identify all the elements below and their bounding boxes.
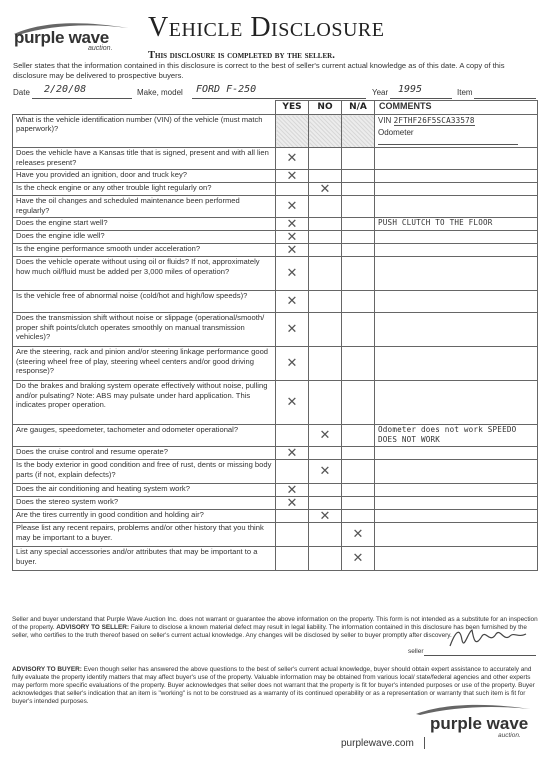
table-row (13, 115, 538, 148)
comment-cell[interactable] (375, 115, 538, 148)
comment-cell[interactable] (375, 497, 538, 510)
make-value: FORD F-250 (196, 84, 257, 95)
checkbox-yes[interactable] (276, 115, 309, 148)
question-text: Please list any recent repairs, problems and/or other history that you think may be important to a buyer. (13, 523, 276, 547)
checkbox-yes[interactable] (276, 257, 309, 291)
checkbox-no[interactable] (309, 347, 342, 381)
checkbox-na[interactable] (342, 170, 375, 183)
table-row (13, 148, 538, 170)
checkbox-no[interactable] (309, 523, 342, 547)
check-mark-icon: ✕ (286, 242, 298, 258)
page-subtitle: This disclosure is completed by the seller. (148, 50, 335, 61)
checkbox-na[interactable] (342, 231, 375, 244)
question-text: Are the steering, rack and pinion and/or steering linkage performance good (steering wheel free of play, steering wheel centers and/or good driving response)? (13, 347, 276, 381)
check-mark-icon: ✕ (319, 428, 331, 444)
checkbox-no[interactable] (309, 460, 342, 484)
checkbox-na[interactable] (342, 347, 375, 381)
checkbox-na[interactable] (342, 381, 375, 425)
table-row (13, 484, 538, 497)
checkbox-yes[interactable] (276, 183, 309, 196)
checkbox-na[interactable] (342, 313, 375, 347)
check-mark-icon: ✕ (286, 445, 298, 461)
question-text: Does the transmission shift without noise or slippage (operational/smooth/ proper shift points/clutch operates smoothly on manual transmission vehicles)? (13, 313, 276, 347)
comment-cell[interactable] (375, 313, 538, 347)
table-row (13, 347, 538, 381)
footer-divider (424, 737, 425, 749)
checkbox-na[interactable] (342, 148, 375, 170)
header-comments: COMMENTS (375, 101, 538, 115)
comment-cell[interactable] (375, 291, 538, 313)
seller-advisory-heading: ADVISORY TO SELLER: (56, 624, 129, 631)
vin-value: 2FTHF26F5SCA33578 (393, 116, 475, 125)
seller-advisory-text-2: Failure to disclose a known material defect may result in legal liability. The information contained in this disclosure has been furnished by the seller, who certifies to the truth thereof based on seller's current actual knowledge. Any changes will be disclosed by seller to buyer promptly after discovery. (12, 624, 527, 639)
checkbox-no[interactable] (309, 510, 342, 523)
page-title: Vehicle Disclosure (148, 12, 385, 43)
table-row (13, 381, 538, 425)
table-row (13, 244, 538, 257)
check-mark-icon: ✕ (286, 356, 298, 372)
check-mark-icon: ✕ (286, 151, 298, 167)
check-mark-icon: ✕ (286, 294, 298, 310)
table-row (13, 460, 538, 484)
checkbox-yes[interactable] (276, 347, 309, 381)
checkbox-na[interactable] (342, 425, 375, 447)
checkbox-yes[interactable] (276, 196, 309, 218)
comment-cell[interactable] (375, 196, 538, 218)
comment-cell[interactable] (375, 170, 538, 183)
checkbox-na[interactable] (342, 218, 375, 231)
seller-advisory-text-1: Seller and buyer understand that Purple Wave Auction Inc. does not warrant or guarantee the above information on the property. This form is not intended as a substitute for an inspection of the property. (12, 616, 538, 631)
checkbox-no[interactable] (309, 484, 342, 497)
checkbox-na[interactable] (342, 460, 375, 484)
checkbox-no[interactable] (309, 381, 342, 425)
comment-cell[interactable] (375, 381, 538, 425)
footer-logo-text: purple wave (430, 714, 529, 733)
check-mark-icon: ✕ (286, 168, 298, 184)
odometer-field[interactable] (378, 144, 518, 145)
question-text: Are the tires currently in good condition and holding air? (13, 510, 276, 523)
checkbox-no[interactable] (309, 183, 342, 196)
checkbox-no[interactable] (309, 447, 342, 460)
question-text: Do the brakes and braking system operate effectively without noise, pulling and/or pulsating? Note: ABS may pulsate under hard application. This indicates proper operation. (13, 381, 276, 425)
seller-signature-icon (446, 626, 530, 652)
comment-cell[interactable] (375, 231, 538, 244)
date-label: Date (13, 88, 30, 97)
checkbox-no[interactable] (309, 257, 342, 291)
comment-cell[interactable] (375, 484, 538, 497)
table-row (13, 313, 538, 347)
comment-cell[interactable] (375, 257, 538, 291)
table-row (13, 425, 538, 447)
checkbox-na[interactable] (342, 291, 375, 313)
comment-cell[interactable] (375, 523, 538, 547)
website-link[interactable]: purplewave.com (341, 738, 414, 749)
question-text: Does the vehicle have a Kansas title that is signed, present and with all lien releases present? (13, 148, 276, 170)
comment-cell[interactable] (375, 218, 538, 231)
comment-cell[interactable] (375, 510, 538, 523)
checkbox-yes[interactable] (276, 547, 309, 571)
comment-cell[interactable] (375, 148, 538, 170)
table-row (13, 523, 538, 547)
check-mark-icon: ✕ (319, 464, 331, 480)
checkbox-na[interactable] (342, 497, 375, 510)
check-mark-icon: ✕ (319, 181, 331, 197)
checkbox-yes[interactable] (276, 244, 309, 257)
footer-logo-subtext: auction. (498, 732, 521, 739)
checkbox-no[interactable] (309, 115, 342, 148)
table-row (13, 183, 538, 196)
question-text: Is the check engine or any other trouble light regularly on? (13, 183, 276, 196)
question-text: Does the engine start well? (13, 218, 276, 231)
checkbox-na[interactable] (342, 510, 375, 523)
check-mark-icon: ✕ (286, 266, 298, 282)
table-row (13, 447, 538, 460)
table-row (13, 257, 538, 291)
logo-text: purple wave (14, 28, 109, 47)
question-text: Have you provided an ignition, door and truck key? (13, 170, 276, 183)
checkbox-na[interactable] (342, 447, 375, 460)
check-mark-icon: ✕ (352, 527, 364, 543)
checkbox-na[interactable] (342, 547, 375, 571)
comment-cell[interactable] (375, 347, 538, 381)
make-label: Make, model (137, 88, 183, 97)
question-text: Does the air conditioning and heating system work? (13, 484, 276, 497)
header-na: N/A (342, 101, 375, 115)
checkbox-na[interactable] (342, 244, 375, 257)
check-mark-icon: ✕ (286, 199, 298, 215)
question-text: Is the vehicle free of abnormal noise (cold/hot and high/low speeds)? (13, 291, 276, 313)
buyer-advisory-text: Even though seller has answered the above questions to the best of seller's current actual knowledge, buyer should obtain expert assistance to accurately and fully evaluate the property identify matters that may affect buyer's use of the property. Valuable information may be obtained from various local/ state/federal agencies and other experts may perform more specific evaluations of the property. Buyer acknowledges that seller does not warrant that the property is fit for buyer's intended purposes or use of the property. Buyer acknowledges that seller's indication that an item is "working" is not to be construed as a warranty of its continued operability or as a representation or warranty that such item is fit for buyer's intended purposes. (12, 666, 535, 705)
comment-cell[interactable] (375, 183, 538, 196)
checkbox-no[interactable] (309, 148, 342, 170)
question-text: Does the stereo system work? (13, 497, 276, 510)
comment-text: PUSH CLUTCH TO THE FLOOR (378, 218, 493, 228)
question-text: List any special accessories and/or attributes that may be important to a buyer. (13, 547, 276, 571)
item-label: Item (457, 88, 473, 97)
buyer-advisory (12, 666, 538, 706)
check-mark-icon: ✕ (286, 482, 298, 498)
checkbox-no[interactable] (309, 244, 342, 257)
checkbox-no[interactable] (309, 313, 342, 347)
comment-text: Odometer does not work SPEEDO DOES NOT WORK (378, 425, 517, 444)
table-row (13, 547, 538, 571)
question-text: Is the body exterior in good condition and free of rust, dents or missing body parts (if not, explain defects)? (13, 460, 276, 484)
checkbox-no[interactable] (309, 218, 342, 231)
table-row (13, 170, 538, 183)
logo-subtext: auction. (88, 45, 113, 52)
question-text: Does the cruise control and resume operate? (13, 447, 276, 460)
checkbox-no[interactable] (309, 231, 342, 244)
comment-cell[interactable] (375, 460, 538, 484)
table-header-row (13, 101, 538, 115)
checkbox-yes[interactable] (276, 148, 309, 170)
table-row (13, 291, 538, 313)
table-row (13, 497, 538, 510)
table-row (13, 231, 538, 244)
disclosure-table (12, 100, 538, 571)
checkbox-no[interactable] (309, 291, 342, 313)
year-label: Year (372, 88, 389, 97)
checkbox-yes[interactable] (276, 313, 309, 347)
check-mark-icon: ✕ (286, 322, 298, 338)
checkbox-no[interactable] (309, 547, 342, 571)
checkbox-no[interactable] (309, 425, 342, 447)
comment-cell[interactable] (375, 425, 538, 447)
checkbox-yes[interactable] (276, 497, 309, 510)
question-text: Have the oil changes and scheduled maintenance been performed regularly? (13, 196, 276, 218)
buyer-advisory-heading: ADVISORY TO BUYER: (12, 666, 82, 673)
checkbox-yes[interactable] (276, 381, 309, 425)
comment-cell[interactable] (375, 447, 538, 460)
vin-label: VIN (378, 116, 392, 125)
header-yes: YES (276, 101, 309, 115)
question-text: What is the vehicle identification number (VIN) of the vehicle (must match paperwork)? (13, 115, 276, 148)
table-row (13, 510, 538, 523)
check-mark-icon: ✕ (286, 216, 298, 232)
date-value: 2/20/08 (44, 84, 87, 95)
year-value: 1995 (398, 84, 423, 95)
checkbox-yes[interactable] (276, 460, 309, 484)
checkbox-na[interactable] (342, 196, 375, 218)
checkbox-yes[interactable] (276, 510, 309, 523)
check-mark-icon: ✕ (286, 229, 298, 245)
table-row (13, 218, 538, 231)
comment-cell[interactable] (375, 244, 538, 257)
checkbox-yes[interactable] (276, 447, 309, 460)
check-mark-icon: ✕ (352, 551, 364, 567)
checkbox-yes[interactable] (276, 523, 309, 547)
intro-text: Seller states that the information contained in this disclosure is correct to the best of seller's current actual knowledge as of this date. A copy of this disclosure may be delivered to prospective buyers. (13, 61, 505, 80)
checkbox-na[interactable] (342, 183, 375, 196)
check-mark-icon: ✕ (286, 495, 298, 511)
header-no: NO (309, 101, 342, 115)
seller-label: seller (408, 648, 424, 655)
checkbox-na[interactable] (342, 115, 375, 148)
checkbox-yes[interactable] (276, 291, 309, 313)
checkbox-na[interactable] (342, 257, 375, 291)
question-text: Does the engine idle well? (13, 231, 276, 244)
check-mark-icon: ✕ (319, 508, 331, 524)
comment-cell[interactable] (375, 547, 538, 571)
odometer-label: Odometer (378, 128, 414, 138)
checkbox-yes[interactable] (276, 425, 309, 447)
item-field[interactable] (474, 88, 536, 99)
table-row (13, 196, 538, 218)
checkbox-yes[interactable] (276, 170, 309, 183)
check-mark-icon: ✕ (286, 395, 298, 411)
question-text: Does the vehicle operate without using oil or fluids? If not, approximately how much oil/fluid must be added per 3,000 miles of operation? (13, 257, 276, 291)
checkbox-na[interactable] (342, 523, 375, 547)
question-text: Is the engine performance smooth under acceleration? (13, 244, 276, 257)
checkbox-no[interactable] (309, 196, 342, 218)
question-text: Are gauges, speedometer, tachometer and odometer operational? (13, 425, 276, 447)
checkbox-na[interactable] (342, 484, 375, 497)
